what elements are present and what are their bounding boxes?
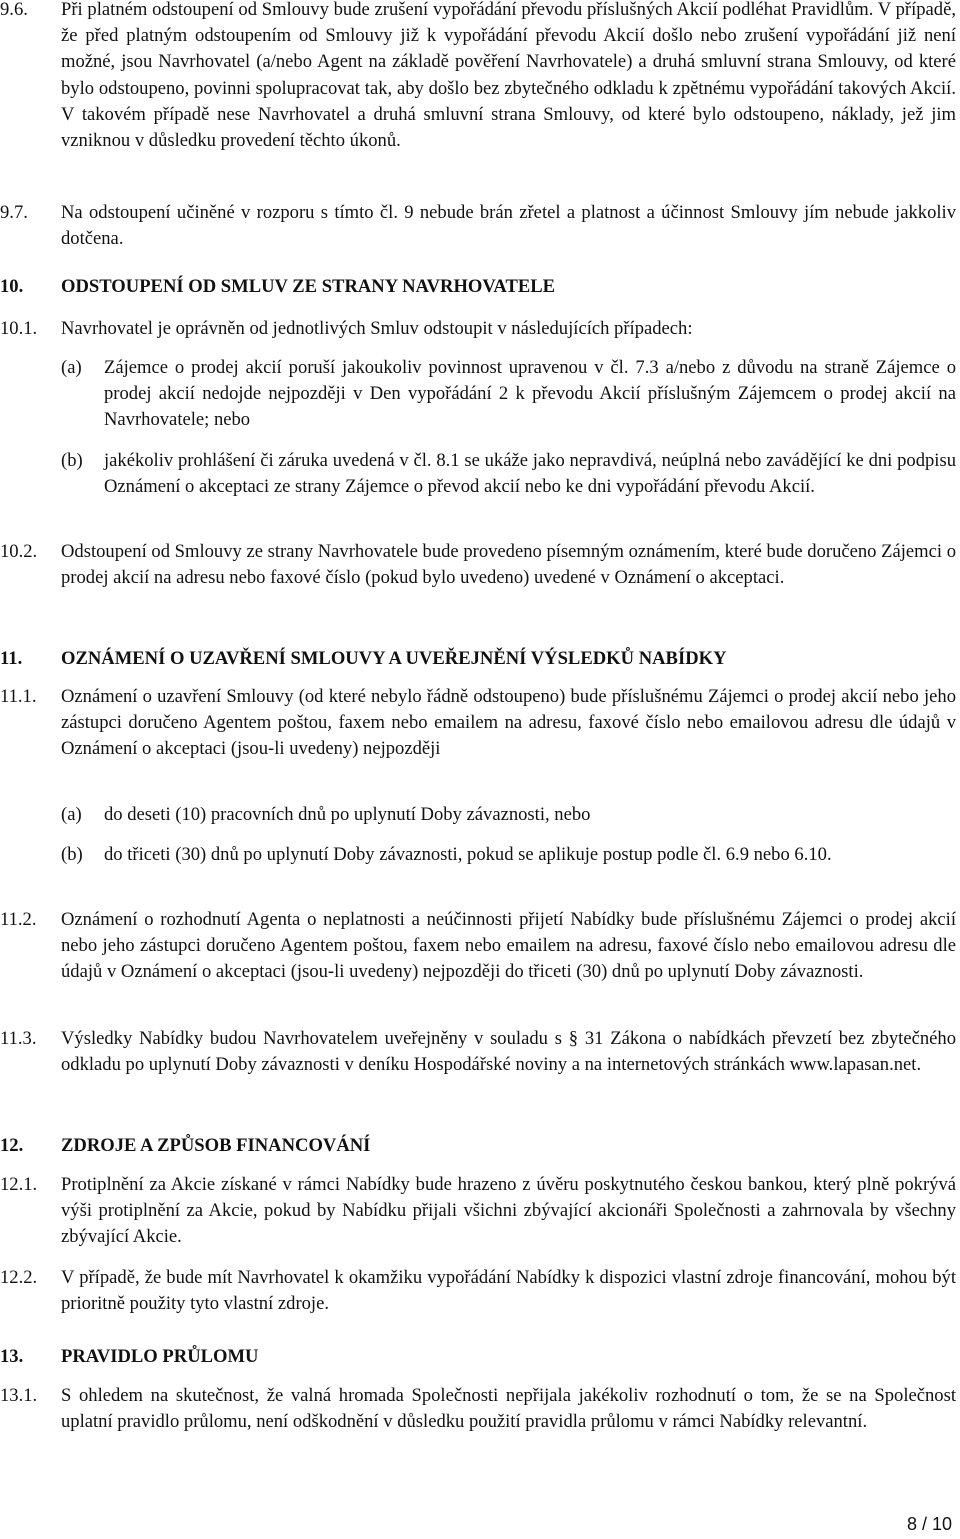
heading-title: PRAVIDLO PRŮLOMU: [61, 1346, 259, 1367]
clause-number: 12.1.: [0, 1174, 38, 1195]
clause-11-2: [0, 907, 956, 986]
clause-number: 13.1.: [0, 1385, 38, 1406]
clause-13-1: [0, 1383, 956, 1435]
clause-11-3: [0, 1026, 956, 1078]
clause-number: 11.2.: [0, 909, 37, 930]
clause-number: 10.2.: [0, 541, 38, 562]
clause-11-1: [0, 684, 956, 763]
list-letter: (a): [61, 357, 82, 378]
heading-title: ODSTOUPENÍ OD SMLUV ZE STRANY NAVRHOVATELE: [61, 276, 556, 297]
clause-12-1: [0, 1172, 956, 1251]
clause-10-1-b: [61, 448, 956, 500]
clause-10-1: [0, 316, 956, 342]
list-letter: (b): [61, 450, 83, 471]
heading-number: 13.: [0, 1346, 24, 1367]
clause-number: 12.2.: [0, 1267, 38, 1288]
heading-number: 12.: [0, 1135, 24, 1156]
list-item-text: do deseti (10) pracovních dnů po uplynutí Doby závaznosti, nebo: [104, 804, 591, 825]
clause-number: 11.3.: [0, 1028, 37, 1049]
list-letter: (b): [61, 844, 83, 865]
heading-title: ZDROJE A ZPŮSOB FINANCOVÁNÍ: [61, 1135, 371, 1156]
clause-text: Na odstoupení učiněné v rozporu s tímto čl. 9 nebude brán zřetel a platnost a účinnost Smlouvy jím nebude jakkoliv dotčena.: [61, 202, 956, 250]
heading-number: 10.: [0, 276, 24, 297]
heading-10: [0, 274, 956, 300]
list-letter: (a): [61, 804, 82, 825]
clause-text: Při platném odstoupení od Smlouvy bude zrušení vypořádání převodu příslušných Akcií podléhat Pravidlům. V případě, že před platným odstoupením od Smlouvy již k vypořádání převodu Akcií došlo nebo zrušení vypořádání již není možné, jsou Navrhovatel (a/nebo Agent na základě pověření Navrhovatele) a druhá smluvní strana Smlouvy, od které bylo odstoupeno, povinni spolupracovat tak, aby došlo bez zbytečného odkladu k zpětnému vypořádání takových Akcií. V takovém případě nese Navrhovatel a druhá smluvní strana Smlouvy, od které bylo odstoupeno, náklady, jež jim vzniknou v důsledku provedení těchto úkonů.: [61, 0, 956, 152]
clause-text: S ohledem na skutečnost, že valná hromada Společnosti nepřijala jakékoliv rozhodnutí o tom, že se na Společnost uplatní pravidlo průlomu, není odškodnění v důsledku použití pravidla průlomu v rámci Nabídky relevantní.: [61, 1385, 956, 1433]
clause-9-6: [0, 0, 956, 154]
heading-number: 11.: [0, 648, 23, 669]
heading-11: [0, 646, 956, 672]
heading-12: [0, 1133, 956, 1159]
clause-11-1-a: [61, 802, 956, 828]
clause-text: Výsledky Nabídky budou Navrhovatelem uveřejněny v souladu s § 31 Zákona o nabídkách převzetí bez zbytečného odkladu po uplynutí Doby závaznosti v deníku Hospodářské noviny a na internetových stránkách www.lapasan.net.: [61, 1028, 956, 1076]
clause-text: V případě, že bude mít Navrhovatel k okamžiku vypořádání Nabídky k dispozici vlastní zdroje financování, mohou být prioritně použity tyto vlastní zdroje.: [61, 1267, 956, 1315]
clause-10-2: [0, 539, 956, 591]
clause-11-1-b: [61, 842, 956, 868]
clause-number: 9.7.: [0, 202, 28, 223]
list-item-text: do třiceti (30) dnů po uplynutí Doby závaznosti, pokud se aplikuje postup podle čl. 6.9 nebo 6.10.: [104, 844, 832, 865]
clause-number: 9.6.: [0, 0, 28, 20]
clause-text: Oznámení o rozhodnutí Agenta o neplatnosti a neúčinnosti přijetí Nabídky bude příslušnému Zájemci o prodej akcií nebo jeho zástupci doručeno Agentem poštou, faxem nebo emailem na adresu, faxové číslo nebo emailovou adresu dle údajů v Oznámení o akceptaci (jsou-li uvedeny) nejpozději do třiceti (30) dnů po uplynutí Doby závaznosti.: [61, 909, 956, 983]
clause-text: Odstoupení od Smlouvy ze strany Navrhovatele bude provedeno písemným oznámením, které bude doručeno Zájemci o prodej akcií na adresu nebo faxové číslo (pokud bylo uvedeno) uvedené v Oznámení o akceptaci.: [61, 541, 956, 589]
page-number: 8 / 10: [906, 1514, 952, 1534]
clause-12-2: [0, 1265, 956, 1317]
heading-13: [0, 1344, 956, 1370]
clause-9-7: [0, 200, 956, 252]
list-item-text: Zájemce o prodej akcií poruší jakoukoliv povinnost upravenou v čl. 7.3 a/nebo z důvodu na straně Zájemce o prodej akcií nedojde nejpozději v Den vypořádání 2 k převodu Akcií příslušným Zájemcem o prodej akcií na Navrhovatele; nebo: [104, 357, 956, 431]
clause-text: Protiplnění za Akcie získané v rámci Nabídky bude hrazeno z úvěru poskytnutého českou bankou, který plně pokrývá výši protiplnění za Akcie, pokud by Nabídku přijali všichni zbývající akcionáři Společnosti a zahrnovala by všechny zbývající Akcie.: [61, 1174, 956, 1248]
list-item-text: jakékoliv prohlášení či záruka uvedená v čl. 8.1 se ukáže jako nepravdivá, neúplná nebo zavádějící ke dni podpisu Oznámení o akceptaci ze strany Zájemce o převod akcií nebo ke dni vypořádání převodu Akcií.: [104, 450, 956, 498]
clause-text: Oznámení o uzavření Smlouvy (od které nebylo řádně odstoupeno) bude příslušnému Zájemci o prodej akcií nebo jeho zástupci doručeno Agentem poštou, faxem nebo emailem na adresu, faxové číslo nebo emailovou adresu dle údajů v Oznámení o akceptaci (jsou-li uvedeny) nejpozději: [61, 686, 956, 760]
heading-title: OZNÁMENÍ O UZAVŘENÍ SMLOUVY A UVEŘEJNĚNÍ VÝSLEDKŮ NABÍDKY: [61, 648, 727, 669]
clause-number: 10.1.: [0, 318, 38, 339]
clause-10-1-a: [61, 355, 956, 434]
clause-number: 11.1.: [0, 686, 37, 707]
clause-text: Navrhovatel je oprávněn od jednotlivých Smluv odstoupit v následujících případech:: [61, 318, 693, 339]
